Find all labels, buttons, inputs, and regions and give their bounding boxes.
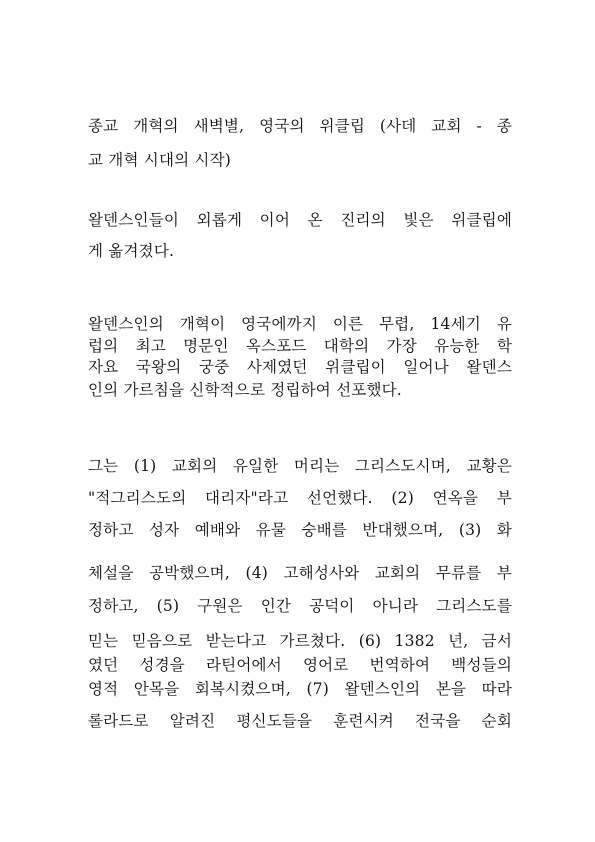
paragraph2-line-7: 였던 성경을 라틴어에서 영어로 번역하여 백성들의 [88,656,512,674]
paragraph2-line-9: 롤라드로 알려진 평신도들을 훈련시켜 전국을 순회 [88,712,512,730]
title-line-1: 종교 개혁의 새벽별, 영국의 위클립 (사데 교회 - 종 [88,117,512,135]
paragraph2-line-1: 그는 (1) 교회의 유일한 머리는 그리스도시며, 교황은 [88,457,512,475]
paragraph2-line-2: "적그리스도의 대리자"라고 선언했다. (2) 연옥을 부 [88,489,512,507]
title-line-2: 교 개혁 시대의 시작) [88,151,232,169]
paragraph2-line-8: 영적 안목을 회복시켰으며, (7) 왈덴스인의 본을 따라 [88,680,512,698]
paragraph2-line-3: 정하고 성자 예배와 유물 숭배를 반대했으며, (3) 화 [88,521,512,539]
paragraph1-line-1: 왈덴스인의 개혁이 영국에까지 이른 무렵, 14세기 유 [88,315,512,333]
subtitle-line-2: 게 옮겨졌다. [88,242,175,260]
paragraph1-line-3: 자요 국왕의 궁중 사제였던 위클립이 일어나 왈덴스 [88,358,512,376]
paragraph2-line-6: 믿는 믿음으로 받는다고 가르쳤다. (6) 1382 년, 금서 [88,632,512,650]
paragraph2-line-5: 정하고, (5) 구원은 인간 공덕이 아니라 그리스도를 [88,597,512,615]
paragraph1-line-2: 럽의 최고 명문인 옥스포드 대학의 가장 유능한 학 [88,337,512,355]
paragraph2-line-4: 체설을 공박했으며, (4) 고해성사와 교회의 무류를 부 [88,564,512,582]
paragraph1-line-4: 인의 가르침을 신학적으로 정립하여 선포했다. [88,381,402,399]
subtitle-line-1: 왈덴스인들이 외롭게 이어 온 진리의 빛은 위클립에 [88,211,512,229]
